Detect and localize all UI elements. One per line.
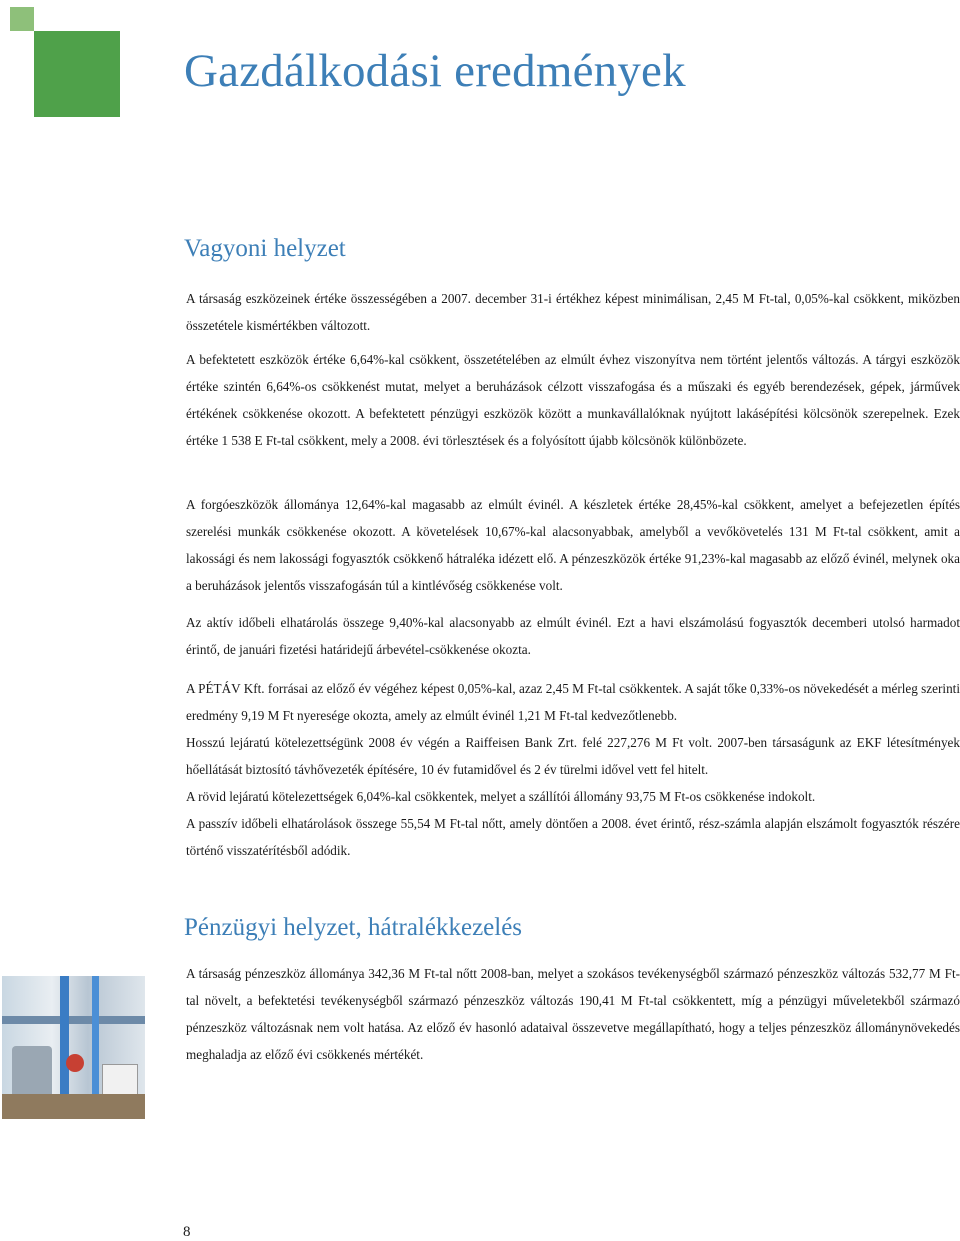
decorative-square-large (34, 31, 120, 117)
paragraph: A társaság eszközeinek értéke összességében a 2007. december 31-i értékhez képest minimálisan, 2,45 M Ft-tal, 0,05%-kal csökkent, miközben összetétele kismértékben változott. (186, 291, 960, 333)
paragraph: A forgóeszközök állománya 12,64%-kal magasabb az elmúlt évinél. A készletek értéke 28,45%-kal csökkent, amelyet a befejezetlen építés szerelési munkák csökkenése okozott. A követelések 10,67%-kal alacsonyabbak, amelyből a vevőkövetelés 131 M Ft-tal csökkent, amit a lakossági és nem lakossági fogyasztók csökkenő hátraléka idézett elő. A pénzeszközök értéke 91,23%-kal magasabb az előző évinél, melynek oka a beruházások jelentős visszafogásán túl a kintlévőség csökkenése volt. (186, 497, 960, 593)
paragraph: A társaság pénzeszköz állománya 342,36 M Ft-tal nőtt 2008-ban, melyet a szokásos tevékenységből származó pénzeszköz változás 532,77 M Ft-tal növelt, a befektetési tevékenységből származó pénzeszköz változás 190,41 M Ft-tal csökkentett, míg a pénzügyi műveletekből származó pénzeszköz változásnak nem volt hatása. Az előző év hasonló adataival összevetve megállapítható, hogy a teljes pénzeszköz állománynövekedés meghaladja az előző évi csökkenés mértékét. (186, 966, 960, 1062)
page-number: 8 (183, 1224, 191, 1240)
paragraph: Az aktív időbeli elhatárolás összege 9,40%-kal alacsonyabb az elmúlt évinél. Ezt a havi elszámolású fogyasztók decemberi utolsó harmadot érintő, de januári fizetési határidejű árbevétel-csökkenése okozta. (186, 615, 960, 657)
paragraph: A PÉTÁV Kft. forrásai az előző év végéhez képest 0,05%-kal, azaz 2,45 M Ft-tal csökkentek. A saját tőke 0,33%-os növekedését a mérleg szerinti eredmény 9,19 M Ft nyeresége okozta, amely az elmúlt évinél 1,21 M Ft-tal kedvezőtlenebb. (186, 681, 960, 723)
decorative-square-small (10, 7, 34, 31)
section-heading-penzugyi: Pénzügyi helyzet, hátralékkezelés (184, 914, 523, 941)
paragraph: A befektetett eszközök értéke 6,64%-kal csökkent, összetételében az elmúlt évhez viszonyítva nem történt jelentős változás. A tárgyi eszközök értéke szintén 6,64%-os csökkenést mutat, melyet a beruházások célzott visszafogása és a műszaki és egyéb berendezések, gépek, járművek értékének csökkenése okozott. A befektetett pénzügyi eszközök között a munkavállalóknak nyújtott lakásépítési kölcsönök szerepelnek. Ezek értéke 1 538 E Ft-tal csökkent, mely a 2008. évi törlesztések és a folyósított újabb kölcsönök különbözete. (186, 352, 960, 448)
paragraph: Hosszú lejáratú kötelezettségünk 2008 év végén a Raiffeisen Bank Zrt. felé 227,276 M Ft volt. 2007-ben társaságunk az EKF létesítmények hőellátását biztosító távhővezeték építésére, 10 év futamidővel és 2 év türelmi idővel vett fel hitelt. (186, 735, 960, 777)
boiler-room-photo (2, 976, 145, 1119)
page-title: Gazdálkodási eredmények (184, 45, 686, 97)
paragraph: A rövid lejáratú kötelezettségek 6,04%-kal csökkentek, melyet a szállítói állomány 93,75 M Ft-os csökkenése indokolt. (186, 789, 816, 804)
section-heading-vagyoni: Vagyoni helyzet (184, 235, 346, 262)
paragraph: A passzív időbeli elhatárolások összege 55,54 M Ft-tal nőtt, amely döntően a 2008. évet érintő, rész-számla alapján elszámolt fogyasztók részére történő visszatérítésből adódik. (186, 816, 960, 858)
